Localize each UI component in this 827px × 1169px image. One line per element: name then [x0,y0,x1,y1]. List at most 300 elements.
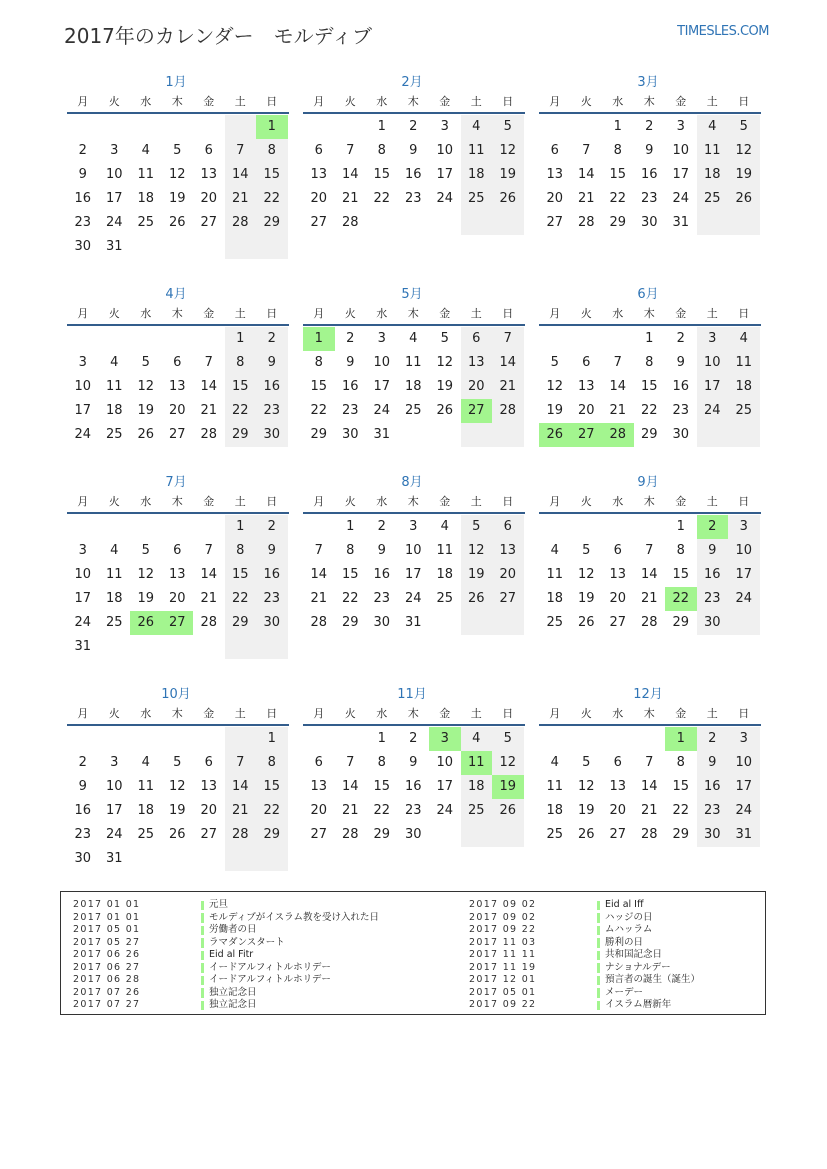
day-cell: 8 [225,539,257,563]
empty-cell [303,515,335,539]
empty-cell [256,847,288,871]
empty-cell [728,211,760,235]
empty-cell [366,211,398,235]
day-cell: 11 [546,567,564,582]
empty-cell [539,327,571,351]
day-grid [539,727,761,847]
day-cell: 5 [440,331,449,346]
weekday-label: 日 [502,307,514,320]
day-cell: 14 [341,167,359,182]
day-cell: 7 [204,355,213,370]
weekday-label: 日 [266,307,278,320]
day-cell: 26 [577,615,595,630]
day-cell: 19 [168,803,186,818]
weekday-label: 土 [234,307,246,320]
day-cell: 15 [373,167,391,182]
day-cell: 21 [200,591,218,606]
day-cell: 23 [74,827,92,842]
day-cell: 10 [74,379,92,394]
day-cell: 1 [225,515,257,539]
day-cell: 25 [105,427,123,442]
day-cell: 30 [697,823,729,847]
day-cell: 8 [676,543,685,558]
holiday-name: Eid al Fitr [209,949,254,960]
day-cell: 8 [377,755,386,770]
day-cell: 29 [310,427,328,442]
holiday-marker [597,951,600,961]
weekday-label: 土 [470,95,482,108]
day-cell: 14 [200,379,218,394]
empty-cell [67,327,99,351]
day-cell: 6 [582,355,591,370]
month-name [539,286,761,304]
day-cell: 17 [74,591,92,606]
day-cell: 11 [137,779,155,794]
day-cell: 21 [609,403,627,418]
month-name [67,286,289,304]
day-cell-holiday: 2 [697,515,729,539]
day-cell: 24 [672,191,690,206]
day-cell: 9 [676,355,685,370]
day-grid [303,327,525,447]
day-cell: 6 [613,755,622,770]
day-cell: 4 [461,727,493,751]
empty-cell [492,211,524,235]
day-cell: 28 [492,399,524,423]
day-cell: 20 [546,191,564,206]
day-cell: 26 [461,587,493,611]
day-cell: 19 [137,403,155,418]
weekday-label: 土 [706,707,718,720]
empty-cell [99,327,131,351]
day-cell: 26 [492,799,524,823]
holiday-marker [201,951,204,961]
day-cell: 17 [404,567,422,582]
month-1 [67,74,289,259]
weekday-label: 金 [675,495,687,508]
weekday-header [67,492,289,514]
day-cell-holiday: 3 [429,727,461,751]
day-cell: 4 [110,355,119,370]
empty-cell [571,115,603,139]
day-cell: 4 [461,115,493,139]
day-cell: 18 [105,591,123,606]
day-cell: 27 [609,615,627,630]
day-grid [539,515,761,635]
site-logo[interactable]: TIMESLES.COM [677,24,769,39]
holiday-date: 2017 01 01 [73,899,141,910]
weekday-label: 月 [77,95,89,108]
weekday-header [303,492,525,514]
day-cell: 19 [577,591,595,606]
day-cell: 2 [409,731,418,746]
day-grid [539,115,761,235]
month-name-label: 2月 [401,75,423,90]
day-cell: 8 [225,351,257,375]
holiday-marker [201,1001,204,1011]
day-cell: 18 [728,375,760,399]
day-cell: 1 [225,327,257,351]
day-cell: 9 [256,539,288,563]
day-cell: 18 [461,163,493,187]
day-cell: 20 [168,591,186,606]
day-cell: 15 [225,563,257,587]
day-cell: 10 [105,167,123,182]
holiday-marker [597,963,600,973]
holiday-date: 2017 05 01 [73,924,141,935]
day-cell: 10 [436,755,454,770]
day-cell: 6 [461,327,493,351]
day-cell: 29 [672,615,690,630]
day-cell: 26 [577,827,595,842]
day-cell-holiday: 26 [130,611,162,635]
day-cell: 24 [697,399,729,423]
day-cell: 10 [404,543,422,558]
day-cell: 7 [225,751,257,775]
day-cell: 1 [377,731,386,746]
day-cell: 20 [492,563,524,587]
day-cell: 14 [341,779,359,794]
weekday-label: 日 [738,495,750,508]
day-cell: 31 [105,851,123,866]
day-cell: 12 [137,567,155,582]
holiday-name: ムハッラム [605,924,653,935]
day-cell: 8 [346,543,355,558]
empty-cell [634,515,666,539]
day-cell: 21 [577,191,595,206]
weekday-header [539,304,761,326]
day-cell: 18 [137,803,155,818]
month-3 [539,74,761,235]
weekday-label: 日 [738,307,750,320]
empty-cell [539,727,571,751]
day-cell: 24 [404,591,422,606]
holiday-name: モルディブがイスラム教を受け入れた日 [209,911,380,923]
day-cell: 18 [436,567,454,582]
day-cell-holiday: 1 [665,727,697,751]
day-cell: 15 [225,375,257,399]
holiday-marker [597,938,600,948]
day-cell: 12 [492,751,524,775]
day-cell: 16 [697,775,729,799]
day-cell: 27 [168,427,186,442]
day-cell: 8 [645,355,654,370]
day-cell: 17 [728,775,760,799]
weekday-label: 月 [549,95,561,108]
day-cell: 18 [546,803,564,818]
day-cell: 18 [105,403,123,418]
day-cell: 20 [168,403,186,418]
day-cell: 13 [492,539,524,563]
weekday-label: 水 [140,95,152,108]
day-cell: 8 [613,143,622,158]
day-cell: 3 [78,543,87,558]
day-cell: 25 [461,187,493,211]
weekday-label: 日 [738,707,750,720]
day-cell: 31 [672,215,690,230]
weekday-label: 月 [549,495,561,508]
day-cell: 2 [377,519,386,534]
day-cell: 12 [168,779,186,794]
day-cell: 22 [225,399,257,423]
day-cell: 2 [78,755,87,770]
weekday-label: 月 [77,307,89,320]
weekday-header [303,704,525,726]
day-cell-holiday: 1 [256,115,288,139]
day-cell: 16 [404,167,422,182]
empty-cell [162,235,194,259]
holiday-name: メーデー [605,986,644,998]
empty-cell [130,235,162,259]
empty-cell [303,727,335,751]
weekday-label: 金 [203,495,215,508]
empty-cell [539,515,571,539]
day-cell: 7 [346,143,355,158]
month-11 [303,686,525,847]
weekday-label: 火 [344,307,356,320]
day-cell: 17 [74,403,92,418]
day-cell: 13 [168,379,186,394]
day-cell: 7 [314,543,323,558]
day-cell: 16 [256,375,288,399]
day-cell: 11 [728,351,760,375]
holiday-marker [201,901,204,911]
weekday-label: 土 [234,95,246,108]
day-cell: 26 [168,215,186,230]
empty-cell [162,115,194,139]
holiday-marker [597,1001,600,1011]
day-cell: 26 [436,403,454,418]
weekday-label: 月 [313,95,325,108]
day-cell: 19 [577,803,595,818]
day-cell: 4 [141,755,150,770]
page-title: 2017年のカレンダー モルディブ [64,24,372,48]
day-cell: 9 [78,779,87,794]
day-cell: 23 [697,799,729,823]
day-cell: 19 [546,403,564,418]
day-cell: 24 [105,215,123,230]
day-cell: 18 [137,191,155,206]
weekday-label: 金 [439,95,451,108]
weekday-label: 木 [643,495,655,508]
weekday-label: 火 [580,95,592,108]
day-cell: 24 [74,615,92,630]
empty-cell [571,515,603,539]
day-cell: 21 [640,591,658,606]
holiday-name: 労働者の日 [209,924,257,935]
day-cell: 21 [200,403,218,418]
day-grid [67,727,289,871]
empty-cell [193,847,225,871]
day-cell: 16 [74,803,92,818]
weekday-label: 木 [171,95,183,108]
weekday-label: 水 [140,307,152,320]
month-name-label: 3月 [637,75,659,90]
empty-cell [193,115,225,139]
holiday-date: 2017 09 22 [469,924,537,935]
day-cell: 29 [256,211,288,235]
day-cell: 21 [640,803,658,818]
weekday-header [303,304,525,326]
day-cell: 12 [577,779,595,794]
month-7 [67,474,289,659]
month-name [303,686,525,704]
holiday-name: ハッジの日 [605,911,653,923]
day-cell: 25 [546,827,564,842]
day-cell: 25 [697,187,729,211]
holiday-marker [597,988,600,998]
holiday-date: 2017 05 01 [469,986,537,998]
empty-cell [225,235,257,259]
month-5 [303,286,525,447]
day-cell: 5 [492,115,524,139]
holiday-name: イードアルフィトルホリデー [209,974,331,985]
empty-cell [193,635,225,659]
day-cell: 30 [74,239,92,254]
empty-cell [539,115,571,139]
day-cell: 19 [168,191,186,206]
day-cell: 16 [404,779,422,794]
empty-cell [130,115,162,139]
day-cell: 31 [105,239,123,254]
day-cell: 26 [137,427,155,442]
weekday-label: 月 [77,495,89,508]
day-cell: 4 [728,327,760,351]
day-cell: 8 [377,143,386,158]
empty-cell [162,727,194,751]
month-name-label: 4月 [165,287,187,302]
weekday-label: 木 [171,707,183,720]
day-cell: 24 [728,799,760,823]
day-cell: 15 [672,567,690,582]
day-cell: 3 [377,331,386,346]
weekday-label: 水 [376,707,388,720]
day-cell: 23 [341,403,359,418]
month-name-label: 6月 [637,287,659,302]
day-cell: 11 [436,543,454,558]
day-cell: 20 [200,803,218,818]
day-cell: 20 [577,403,595,418]
day-cell: 6 [550,143,559,158]
empty-cell [634,727,666,751]
holiday-date: 2017 11 11 [469,949,537,960]
empty-cell [492,423,524,447]
day-cell: 6 [204,143,213,158]
day-cell: 23 [373,591,391,606]
day-cell: 3 [728,727,760,751]
weekday-header [539,704,761,726]
weekday-header [67,304,289,326]
month-name [67,686,289,704]
day-cell: 6 [314,755,323,770]
day-grid [303,115,525,235]
weekday-label: 火 [580,495,592,508]
day-cell: 3 [110,755,119,770]
day-cell: 30 [404,827,422,842]
month-name [539,74,761,92]
weekday-label: 木 [171,307,183,320]
day-cell: 5 [550,355,559,370]
day-grid [539,327,761,447]
day-cell: 30 [74,851,92,866]
day-cell: 23 [404,803,422,818]
weekday-label: 月 [313,707,325,720]
day-cell: 24 [436,803,454,818]
day-cell: 11 [697,139,729,163]
day-cell: 2 [645,119,654,134]
day-grid [67,115,289,259]
holiday-name: イスラム暦新年 [605,999,672,1010]
weekday-label: 日 [502,495,514,508]
day-cell: 10 [105,779,123,794]
day-grid [67,515,289,659]
day-cell: 9 [645,143,654,158]
day-cell: 6 [204,755,213,770]
empty-cell [429,823,461,847]
weekday-label: 土 [470,495,482,508]
day-cell: 4 [550,755,559,770]
weekday-label: 火 [580,307,592,320]
holiday-date: 2017 07 26 [73,986,141,998]
day-cell: 17 [697,375,729,399]
day-cell: 20 [200,191,218,206]
day-cell: 19 [461,563,493,587]
day-cell: 30 [256,423,288,447]
day-cell: 3 [697,327,729,351]
empty-cell [99,515,131,539]
weekday-label: 火 [108,495,120,508]
day-cell: 13 [310,779,328,794]
day-cell: 16 [672,379,690,394]
day-cell: 17 [105,191,123,206]
weekday-label: 水 [376,307,388,320]
empty-cell [162,327,194,351]
weekday-label: 金 [675,707,687,720]
weekday-label: 金 [675,307,687,320]
day-cell: 29 [373,827,391,842]
holiday-name: 預言者の誕生（誕生） [605,974,701,985]
day-cell: 10 [728,751,760,775]
empty-cell [398,423,430,447]
holiday-date: 2017 06 26 [73,949,141,960]
empty-cell [602,327,634,351]
day-cell: 4 [440,519,449,534]
weekday-label: 火 [344,95,356,108]
day-cell: 30 [672,427,690,442]
day-cell: 30 [640,215,658,230]
day-cell: 3 [440,119,449,134]
day-cell-holiday: 22 [665,587,697,611]
weekday-label: 木 [407,307,419,320]
day-cell: 15 [310,379,328,394]
empty-cell [162,635,194,659]
empty-cell [461,423,493,447]
day-cell: 25 [137,827,155,842]
empty-cell [193,515,225,539]
day-cell: 23 [256,399,288,423]
day-grid [303,515,525,635]
day-cell: 16 [256,563,288,587]
weekday-label: 金 [439,495,451,508]
empty-cell [130,515,162,539]
weekday-label: 土 [234,495,246,508]
day-cell: 5 [492,727,524,751]
holiday-list [60,891,766,1015]
holiday-date: 2017 11 19 [469,961,537,973]
day-cell: 14 [640,567,658,582]
month-9 [539,474,761,635]
day-cell: 1 [377,119,386,134]
